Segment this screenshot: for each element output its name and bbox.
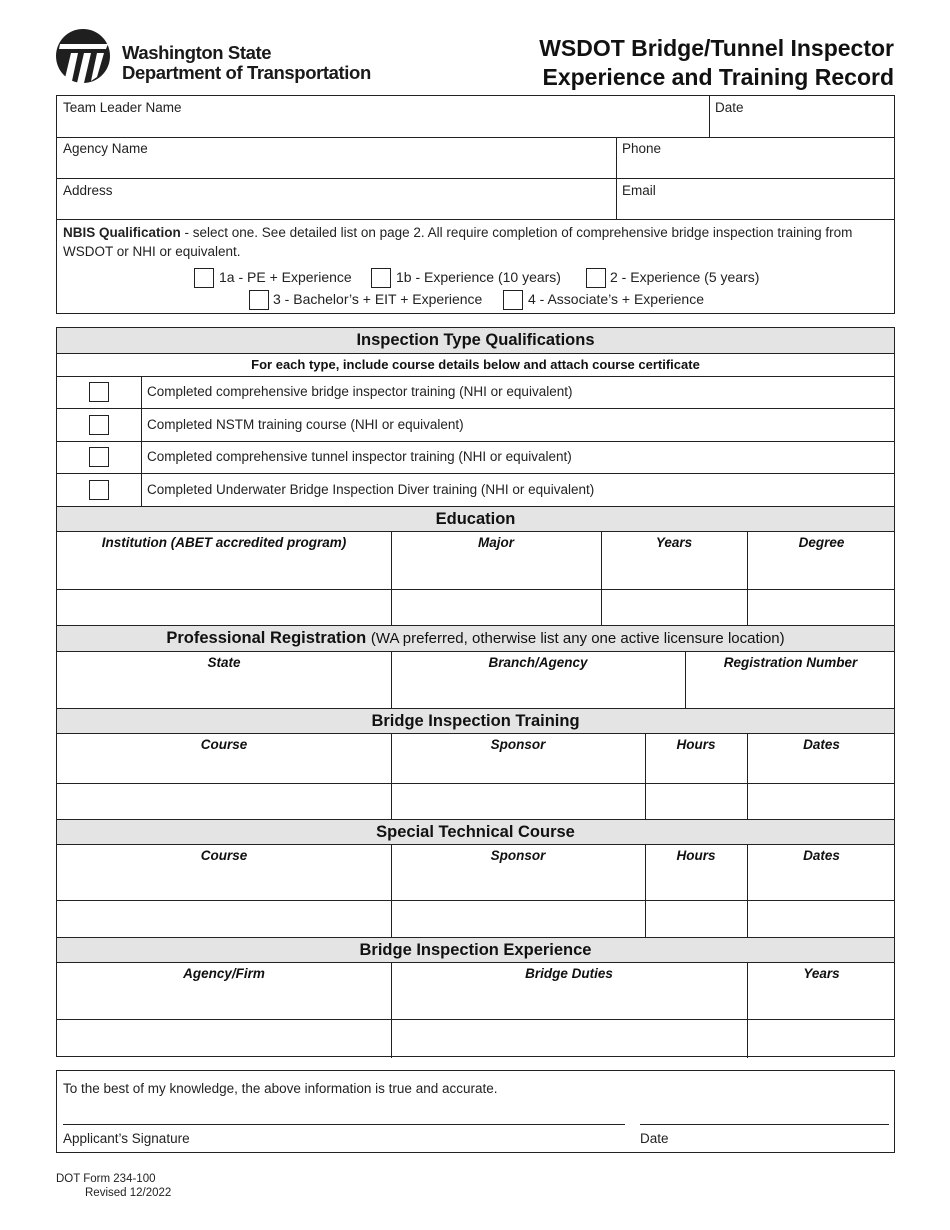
nbis-option-1a-label: 1a - PE + Experience [219, 269, 352, 285]
form-footer [56, 1172, 171, 1200]
certification-section [56, 1070, 895, 1153]
nbis-option-1a-checkbox[interactable] [194, 268, 214, 288]
contact-section [56, 95, 895, 314]
education-col-years: Years [655, 535, 693, 550]
agency-name-text: Washington State Department of Transportation [122, 42, 371, 83]
bridge-training-col-sponsor: Sponsor [490, 737, 546, 752]
special-course-heading: Special Technical Course [57, 820, 894, 844]
nbis-option-3-checkbox[interactable] [249, 290, 269, 310]
revision-date: Revised 12/2022 [85, 1187, 172, 1199]
date-field[interactable]: Date [715, 100, 744, 115]
experience-heading: Bridge Inspection Experience [57, 938, 894, 962]
underwater-diver-training-checkbox[interactable] [89, 480, 109, 500]
agency-name-field[interactable]: Agency Name [63, 141, 148, 156]
experience-col-duties: Bridge Duties [525, 966, 613, 981]
nbis-option-3-label: 3 - Bachelor’s + EIT + Experience [273, 291, 483, 307]
registration-heading [57, 626, 894, 651]
education-heading: Education [57, 507, 894, 531]
signature-date-label: Date [640, 1131, 669, 1146]
inspection-type-subheading: For each type, include course details below and attach course certificate [251, 357, 700, 372]
signature-date-line[interactable] [640, 1124, 889, 1125]
registration-col-number: Registration Number [723, 655, 858, 670]
bridge-inspector-training-checkbox[interactable] [89, 382, 109, 402]
nstm-training-checkbox[interactable] [89, 415, 109, 435]
team-leader-name-field[interactable]: Team Leader Name [63, 100, 182, 115]
nbis-option-2-label: 2 - Experience (5 years) [610, 269, 760, 285]
tunnel-inspector-training-checkbox[interactable] [89, 447, 109, 467]
signature-line[interactable] [63, 1124, 625, 1125]
tunnel-inspector-training-label: Completed comprehensive tunnel inspector training (NHI or equivalent) [147, 449, 572, 464]
special-course-col-dates: Dates [803, 848, 840, 863]
form-title: WSDOT Bridge/Tunnel Inspector Experience and Training Record [539, 35, 894, 90]
registration-title: Professional Registration [166, 629, 367, 647]
experience-col-agency: Agency/Firm [183, 966, 265, 981]
bridge-inspector-training-label: Completed comprehensive bridge inspector training (NHI or equivalent) [147, 384, 573, 399]
form-number: DOT Form 234-100 [56, 1173, 156, 1185]
inspection-type-heading: Inspection Type Qualifications [57, 328, 894, 353]
bridge-training-heading: Bridge Inspection Training [57, 709, 894, 733]
registration-note: (WA preferred, otherwise list any one active licensure location) [370, 630, 785, 647]
nbis-option-4-checkbox[interactable] [503, 290, 523, 310]
education-col-major: Major [477, 535, 514, 550]
registration-col-branch: Branch/Agency [488, 655, 588, 670]
nbis-option-2-checkbox[interactable] [586, 268, 606, 288]
education-col-degree: Degree [798, 535, 845, 550]
applicant-signature-label: Applicant’s Signature [63, 1131, 190, 1146]
email-field[interactable]: Email [622, 183, 656, 198]
special-course-col-course: Course [200, 848, 248, 863]
education-col-institution: Institution (ABET accredited program) [101, 535, 347, 550]
nbis-option-4-label: 4 - Associate’s + Experience [528, 291, 705, 307]
qualifications-table [56, 327, 895, 1057]
bridge-training-col-hours: Hours [676, 737, 716, 752]
address-field[interactable]: Address [63, 183, 113, 198]
wsdot-logo [56, 27, 396, 85]
experience-col-years: Years [803, 966, 840, 981]
certification-statement: To the best of my knowledge, the above information is true and accurate. [63, 1081, 498, 1096]
bridge-training-col-dates: Dates [803, 737, 840, 752]
special-course-col-sponsor: Sponsor [490, 848, 546, 863]
nbis-option-1b-checkbox[interactable] [371, 268, 391, 288]
nbis-option-1b-label: 1b - Experience (10 years) [396, 269, 561, 285]
registration-col-state: State [207, 655, 241, 670]
wsdot-logo-icon [56, 27, 110, 85]
nbis-label: NBIS Qualification [63, 225, 181, 240]
special-course-col-hours: Hours [676, 848, 716, 863]
phone-field[interactable]: Phone [622, 141, 662, 156]
nbis-text: - select one. See detailed list on page 2. All require completion of comprehensive bridge inspection training from WSDOT or NHI or equivalent. [63, 225, 853, 259]
bridge-training-col-course: Course [200, 737, 248, 752]
underwater-diver-training-label: Completed Underwater Bridge Inspection Diver training (NHI or equivalent) [147, 482, 595, 497]
nbis-instructions [63, 223, 889, 261]
nstm-training-label: Completed NSTM training course (NHI or equivalent) [147, 417, 464, 432]
